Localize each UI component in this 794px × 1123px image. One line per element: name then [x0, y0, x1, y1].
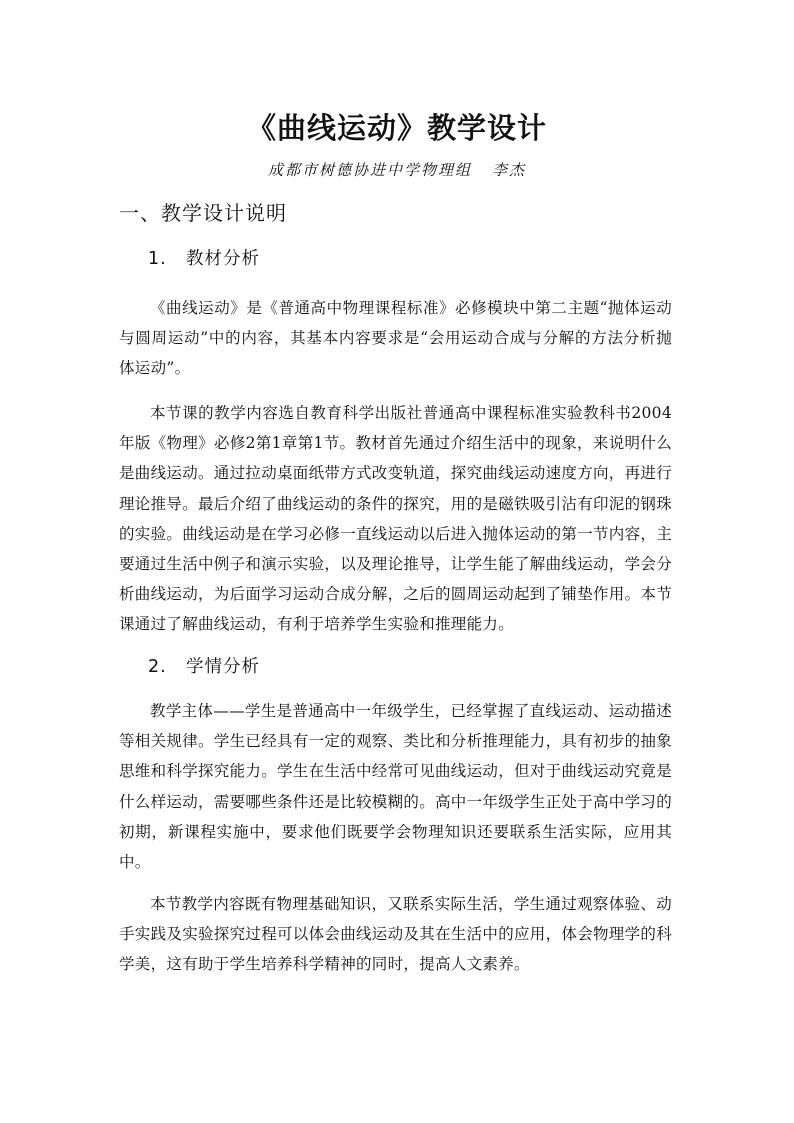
paragraph-textbook-analysis-2: 本节课的教学内容选自教育科学出版社普通高中课程标准实验教科书2004年版《物理》必修2第1章第1节。教材首先通过介绍生活中的现象，来说明什么是曲线运动。通过拉动桌面纸带方式改变轨道，探究曲线运动速度方向，再进行理论推导。最后介绍了曲线运动的条件的探究，用的是磁铁吸引沾有印泥的钢珠的实验。曲线运动是在学习必修一直线运动以后进入抛体运动的第一节内容，主要通过生活中例子和演示实验，以及理论推导，让学生能了解曲线运动，学会分析曲线运动，为后面学习运动合成分解，之后的圆周运动起到了铺垫作用。本节课通过了解曲线运动，有利于培养学生实验和推理能力。	[119, 404, 673, 634]
section-heading-teaching-design: 一、教学设计说明	[119, 201, 287, 225]
subsection-title: 教材分析	[186, 249, 260, 269]
paragraph-student-analysis-2: 本节教学内容既有物理基础知识，又联系实际生活，学生通过观察体验、动手实践及实验探究过程可以体会曲线运动及其在生活中的应用，体会物理学的科学美，这有助于学生培养科学精神的同时，提高人文素养。	[119, 895, 673, 974]
subsection-number: 2.	[148, 657, 167, 677]
document-title: 《曲线运动》教学设计	[246, 111, 547, 145]
subsection-title: 学情分析	[186, 657, 260, 677]
paragraph-textbook-analysis-1: 《曲线运动》是《普通高中物理课程标准》必修模块中第二主题“抛体运动与圆周运动”中的内容，其基本内容要求是“会用运动合成与分解的方法分析抛体运动”。	[119, 299, 672, 378]
subsection-heading-student-analysis	[148, 653, 260, 681]
author-line	[0, 158, 794, 182]
subsection-heading-textbook-analysis	[148, 245, 260, 273]
subsection-number: 1.	[148, 249, 167, 269]
author-name: 李杰	[492, 161, 527, 179]
author-organization: 成都市树德协进中学物理组	[267, 161, 472, 179]
paragraph-student-analysis-1: 教学主体——学生是普通高中一年级学生，已经掌握了直线运动、运动描述等相关规律。学生已经具有一定的观察、类比和分析推理能力，具有初步的抽象思维和科学探究能力。学生在生活中经常可见曲线运动，但对于曲线运动究竟是什么样运动，需要哪些条件还是比较模糊的。高中一年级学生正处于高中学习的初期，新课程实施中，要求他们既要学会物理知识还要联系生活实际，应用其中。	[119, 702, 673, 872]
